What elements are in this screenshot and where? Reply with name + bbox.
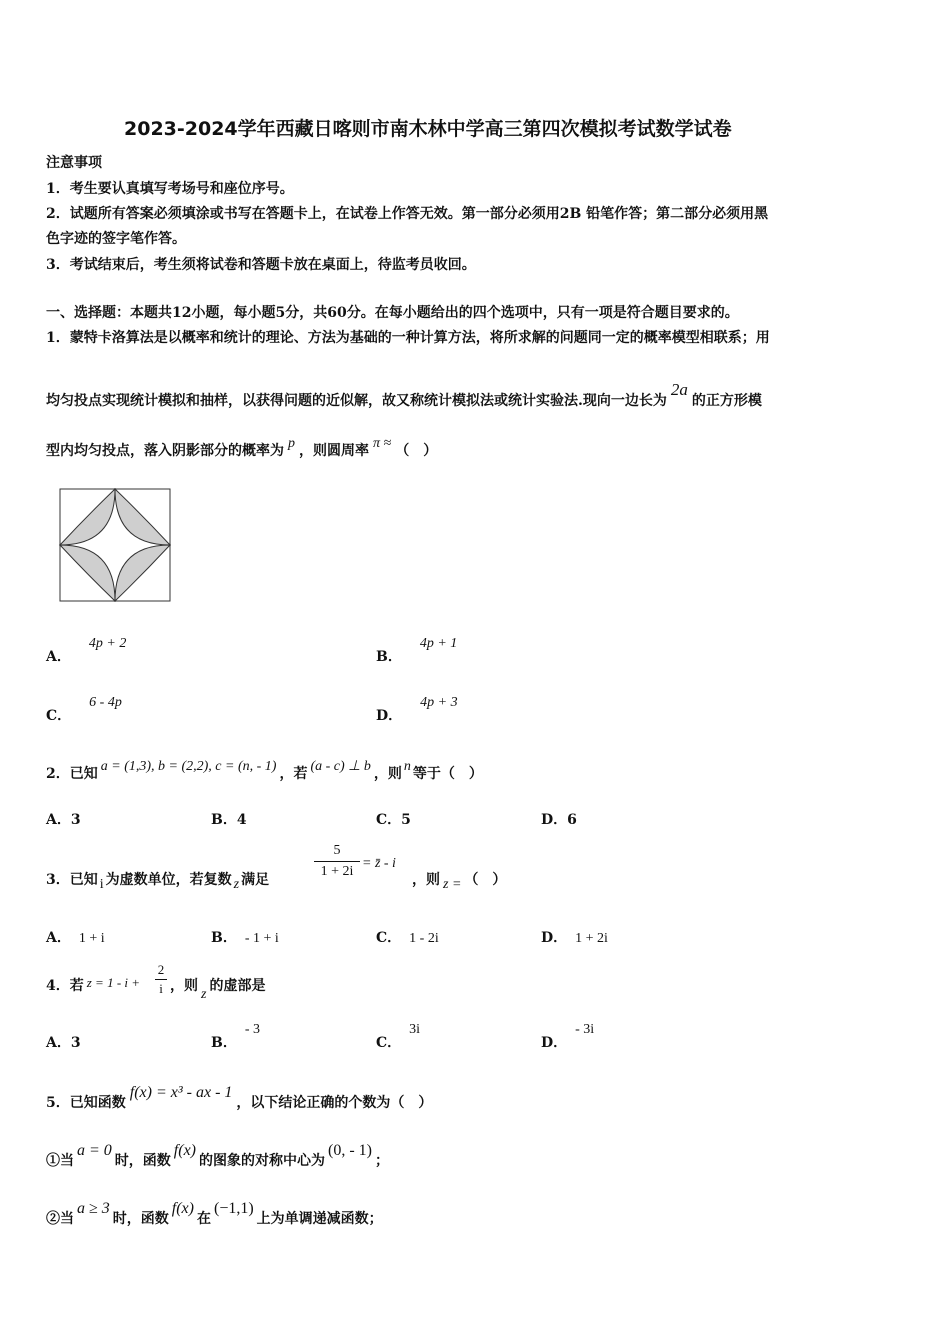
- q5-text: 时，函数: [112, 1211, 169, 1227]
- option-label: C．: [46, 708, 72, 724]
- q4-text: 的虚部是: [209, 978, 266, 994]
- option-expr: - 1 + i: [244, 931, 279, 946]
- q1-math-p: p: [288, 436, 295, 451]
- q2-math-perp: (a - c) ⊥ b: [310, 759, 371, 774]
- q5-text: ①当: [46, 1153, 74, 1169]
- option-value: 3i: [409, 1022, 421, 1037]
- option-label: B．: [211, 930, 237, 946]
- section-heading: 一、选择题：本题共12小题，每小题5分，共60分。在每小题给出的四个选项中，只有一项是符合题目要求的。: [46, 305, 739, 321]
- q3-option-a[interactable]: [46, 927, 105, 947]
- q3-math-i: i: [99, 877, 104, 892]
- q5-math: (−1,1): [213, 1200, 254, 1217]
- q5-math: a = 0: [77, 1142, 112, 1159]
- q5-math: f(x): [171, 1200, 194, 1217]
- q4-fraction: [155, 962, 167, 997]
- q3-math-rhs: = z̄ - i: [362, 856, 396, 871]
- q2-option-b[interactable]: [211, 809, 247, 829]
- q5-text: ②当: [46, 1211, 74, 1227]
- q4-math-z: z = 1 - i +: [86, 975, 141, 990]
- q2-option-a[interactable]: [46, 809, 81, 829]
- q2-text: ，若: [279, 766, 308, 782]
- q4-math-z2: z: [201, 987, 207, 1002]
- q1-text: 均匀投点实现统计模拟和抽样，以获得问题的近似解，故又称统计模拟法或统计实验法.现向一边长为: [46, 393, 667, 409]
- fraction-numerator: 2: [157, 962, 165, 977]
- q4-stem-end: [170, 975, 266, 1002]
- q3-option-c[interactable]: [376, 927, 439, 947]
- q4-option-b[interactable]: [211, 1018, 261, 1051]
- notice-item: 色字迹的签字笔作答。: [46, 231, 186, 247]
- option-label: D．: [541, 930, 568, 946]
- q5-math: f(x): [173, 1142, 196, 1159]
- option-label: D．: [541, 1035, 568, 1051]
- option-expr: 4p + 3: [420, 695, 458, 710]
- q3-option-d[interactable]: [541, 927, 608, 947]
- q1-text: 的正方形模: [691, 393, 762, 409]
- option-value: - 3i: [575, 1022, 595, 1037]
- q2-math-vectors: a = (1,3), b = (2,2), c = (n, - 1): [100, 759, 277, 774]
- q4-text: ，则: [170, 978, 198, 994]
- q2-option-c[interactable]: [376, 809, 411, 829]
- q1-option-c[interactable]: [46, 691, 122, 724]
- option-expr: 4p + 1: [419, 636, 458, 651]
- q5-math: (0, - 1): [328, 1142, 372, 1159]
- q1-text: （ ）: [395, 443, 438, 459]
- option-label: A．: [46, 812, 71, 828]
- q5-text: 5．已知函数: [46, 1095, 126, 1111]
- q5-text: ，以下结论正确的个数为（ ）: [236, 1095, 433, 1111]
- q3-math-zeq: z =: [443, 877, 462, 892]
- notice-item: 3．考试结束后，考生须将试卷和答题卡放在桌面上，待监考员收回。: [46, 257, 476, 273]
- option-label: C．: [376, 930, 402, 946]
- q3-option-b[interactable]: [211, 927, 279, 947]
- notice-heading: 注意事项: [46, 155, 102, 171]
- q1-option-d[interactable]: [376, 691, 458, 724]
- q5-text: 上为单调递减函数；: [256, 1211, 383, 1227]
- q5-text: 在: [196, 1211, 211, 1227]
- q2-stem: [46, 755, 483, 782]
- option-label: B．: [211, 1035, 237, 1051]
- option-label: C．: [376, 812, 402, 828]
- q2-text: 等于（ ）: [412, 766, 483, 782]
- q1-option-b[interactable]: [376, 632, 458, 665]
- figure-square: [60, 489, 170, 601]
- notice-item: 2．试题所有答案必须填涂或书写在答题卡上，在试卷上作答无效。第一部分必须用2B 铅笔作答；第二部分必须用黑: [46, 206, 769, 222]
- q3-stem: [46, 869, 270, 892]
- option-value: - 3: [244, 1022, 261, 1037]
- q1-line1: 1．蒙特卡洛算法是以概率和统计的理论、方法为基础的一种计算方法，将所求解的问题同一定的概率模型相联系；用: [46, 330, 770, 346]
- fraction-numerator: 5: [333, 843, 341, 858]
- q3-text: 满足: [241, 872, 270, 888]
- q2-text: ，则: [373, 766, 402, 782]
- q1-math-pi: π ≈: [373, 436, 392, 451]
- q3-text: 为虚数单位，若复数: [105, 872, 232, 888]
- q1-math-side: 2a: [670, 380, 688, 399]
- page-title: 2023-2024学年西藏日喀则市南木林中学高三第四次模拟考试数学试卷: [124, 118, 732, 140]
- option-label: A．: [46, 930, 71, 946]
- q3-fraction: [314, 843, 360, 880]
- option-expr: 1 - 2i: [409, 931, 439, 946]
- option-label: D．: [376, 708, 403, 724]
- option-expr: 1 + 2i: [575, 931, 608, 946]
- q5-statement-2: [46, 1198, 383, 1227]
- q4-option-c[interactable]: [376, 1018, 421, 1051]
- fraction-denominator: i: [159, 981, 163, 996]
- q5-stem: [46, 1082, 433, 1111]
- q1-line2: [46, 380, 762, 409]
- q2-option-d[interactable]: [541, 809, 577, 829]
- q5-text: ；: [374, 1153, 389, 1169]
- option-value: 3: [70, 812, 81, 828]
- q3-text: 3．已知: [46, 872, 98, 888]
- q1-text: 型内均匀投点，落入阴影部分的概率为: [46, 443, 284, 459]
- q1-line3: [46, 432, 438, 459]
- q4-stem: [46, 975, 140, 995]
- monte-carlo-figure: [59, 488, 171, 602]
- option-label: D．: [541, 812, 568, 828]
- option-label: A．: [46, 649, 71, 665]
- option-expr: 6 - 4p: [89, 695, 122, 710]
- option-expr: 4p + 2: [88, 636, 127, 651]
- q1-text: ，则圆周率: [299, 443, 369, 459]
- q2-math-n: n: [403, 759, 411, 774]
- q3-text: （ ）: [464, 872, 507, 888]
- q2-text: 2．已知: [46, 766, 98, 782]
- option-expr: 1 + i: [78, 931, 105, 946]
- q5-math: a ≥ 3: [77, 1200, 110, 1217]
- q5-statement-1: [46, 1140, 389, 1169]
- q3-stem-end: [412, 869, 507, 892]
- option-label: B．: [376, 649, 402, 665]
- option-label: C．: [376, 1035, 402, 1051]
- q1-option-a[interactable]: [46, 632, 127, 665]
- option-label: A．: [46, 1035, 71, 1051]
- q5-text: 的图象的对称中心为: [199, 1153, 325, 1169]
- option-value: 3: [70, 1035, 81, 1051]
- fraction-denominator: 1 + 2i: [320, 864, 354, 879]
- notice-item: 1．考生要认真填写考场号和座位序号。: [46, 181, 294, 197]
- option-value: 5: [401, 812, 411, 828]
- q3-math-z: z: [233, 877, 240, 892]
- option-label: B．: [211, 812, 237, 828]
- q4-option-a[interactable]: [46, 1032, 81, 1052]
- q3-text: ，则: [412, 872, 440, 888]
- q5-math-f: f(x) = x³ - ax - 1: [129, 1084, 233, 1101]
- q4-option-d[interactable]: [541, 1018, 595, 1051]
- option-value: 4: [236, 812, 247, 828]
- option-value: 6: [567, 812, 577, 828]
- q5-text: 时，函数: [114, 1153, 171, 1169]
- q4-text: 4．若: [46, 978, 84, 994]
